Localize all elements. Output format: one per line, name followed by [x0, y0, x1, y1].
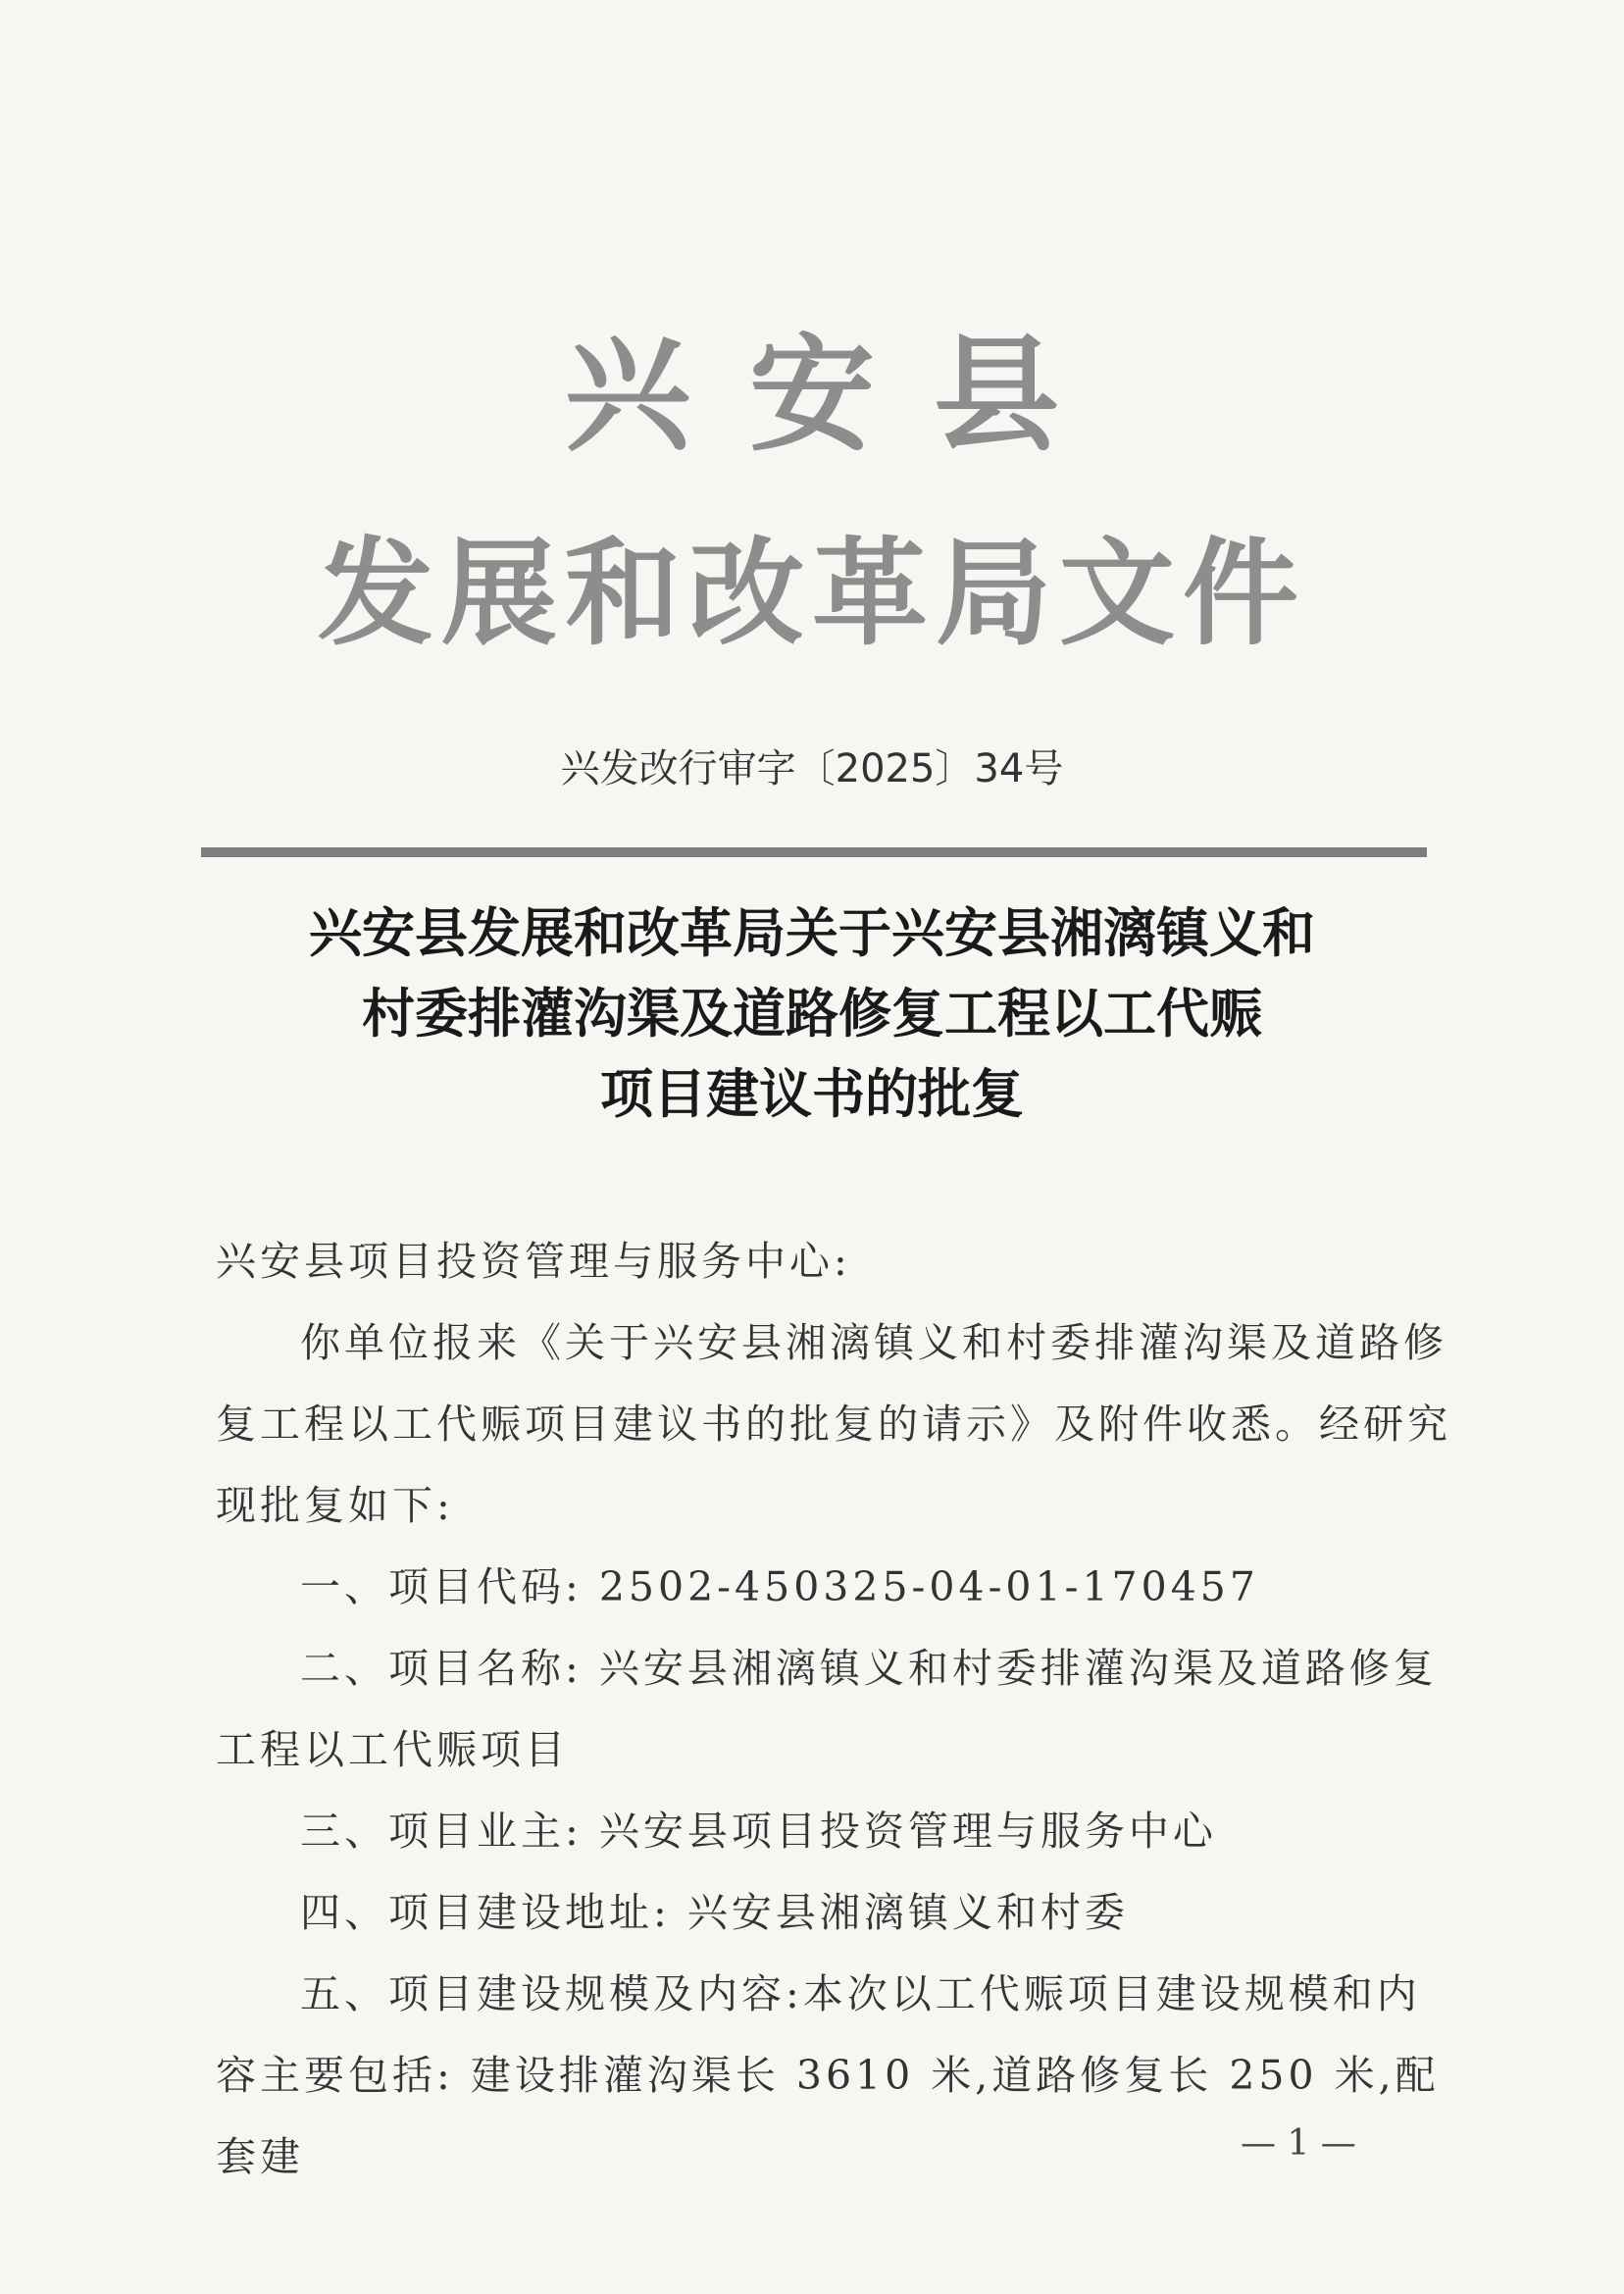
header-divider [201, 847, 1427, 857]
item-project-address: 四、项目建设地址: 兴安县湘漓镇义和村委 [300, 1889, 1129, 1936]
page-number: — 1 — [1241, 2123, 1356, 2164]
title-line3: 项目建议书的批复 [600, 1062, 1024, 1125]
title-line2: 村委排灌沟渠及道路修复工程以工代赈 [362, 982, 1262, 1045]
item-project-name: 二、项目名称: 兴安县湘漓镇义和村委排灌沟渠及道路修复工程以工代赈项目 [216, 1645, 1438, 1773]
addressee: 兴安县项目投资管理与服务中心: [216, 1238, 851, 1285]
item-project-code: 一、项目代码: 2502-450325-04-01-170457 [300, 1563, 1259, 1610]
title-line1: 兴安县发展和改革局关于兴安县湘漓镇义和 [309, 901, 1315, 964]
document-title [0, 892, 1624, 1134]
item-project-owner: 三、项目业主: 兴安县项目投资管理与服务中心 [300, 1808, 1217, 1855]
document-body [216, 1221, 1451, 2198]
item-project-scope: 五、项目建设规模及内容:本次以工代赈项目建设规模和内容主要包括: 建设排灌沟渠长 3610 米,道路修复长 250 米,配套建 [216, 1970, 1440, 2180]
document-number: 兴发改行审字〔2025〕34号 [560, 746, 1064, 791]
header-line2: 发展和改革局文件 [317, 526, 1306, 661]
header-line1: 兴安县 [564, 323, 1118, 469]
intro-paragraph: 你单位报来《关于兴安县湘漓镇义和村委排灌沟渠及道路修复工程以工代赈项目建议书的批复的请示》及附件收悉。经研究现批复如下: [216, 1319, 1451, 1529]
